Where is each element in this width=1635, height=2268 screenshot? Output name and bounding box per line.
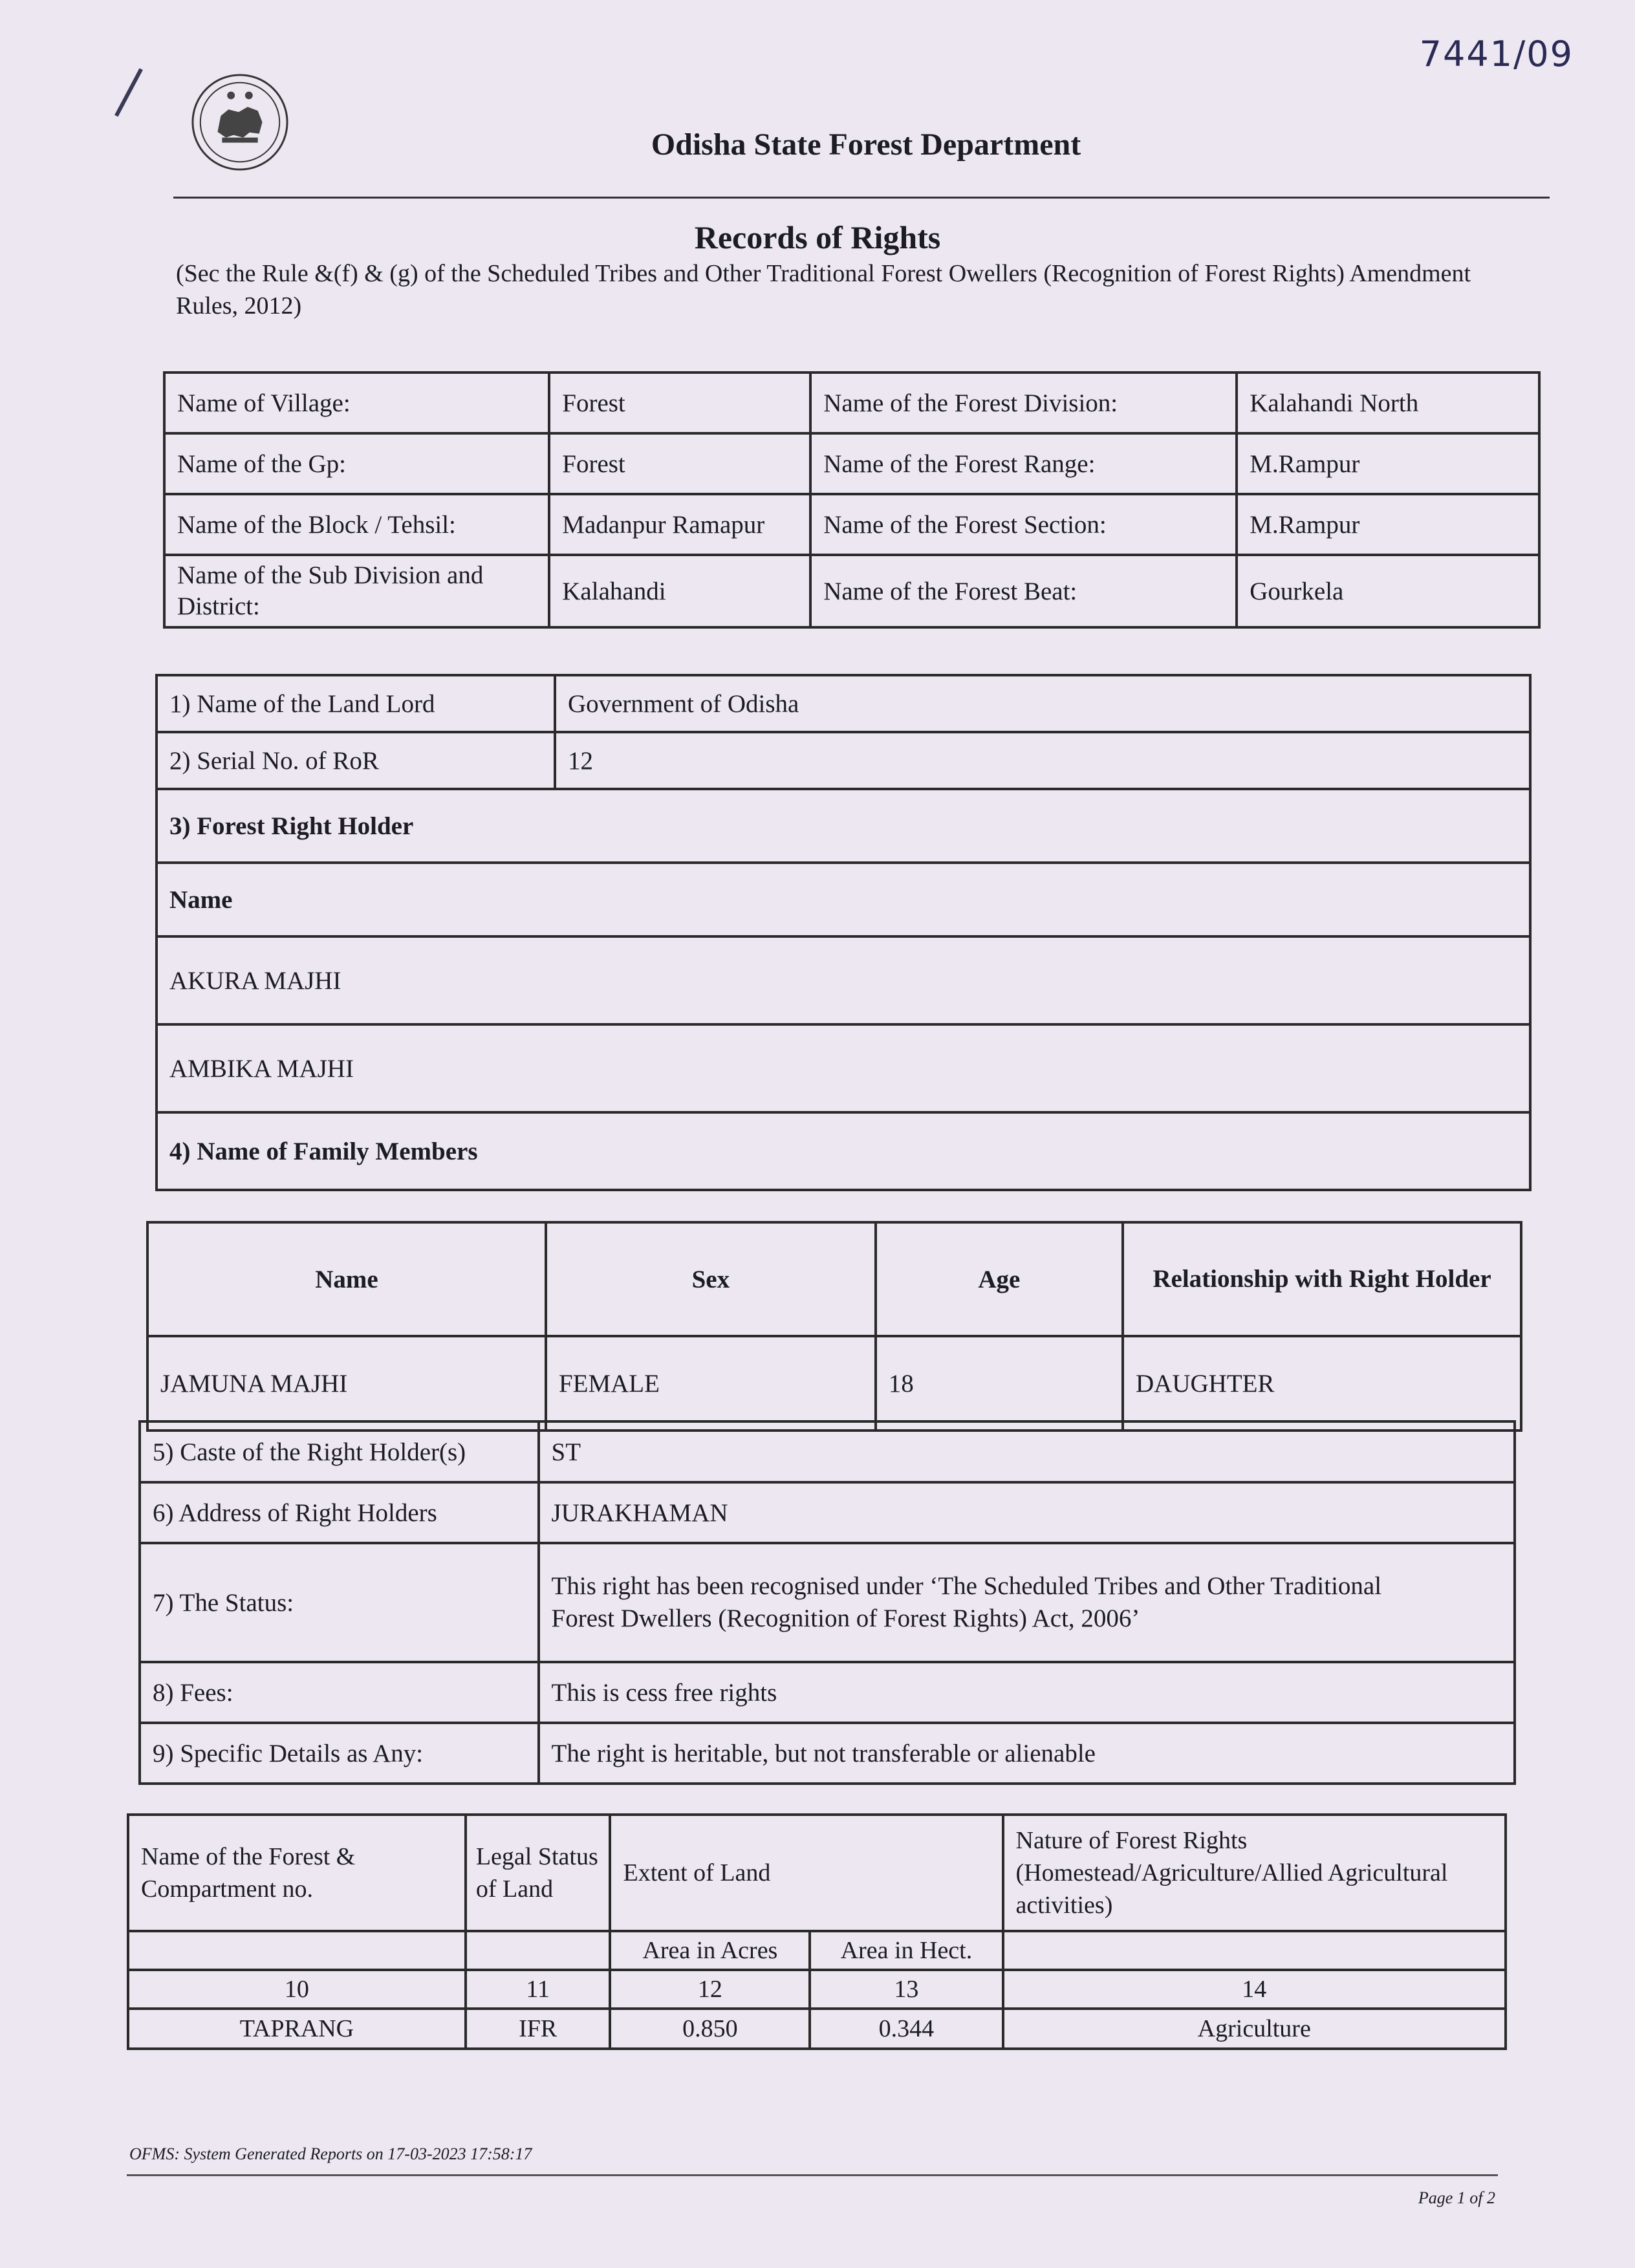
family-member-sex: FEMALE (546, 1336, 876, 1431)
system-generated-note: OFMS: System Generated Reports on 17-03-2023 17:58:17 (129, 2144, 532, 2163)
address-value: JURAKHAMAN (539, 1482, 1515, 1543)
legal-status-value: IFR (466, 2009, 611, 2049)
column-header-forest: Name of the Forest & Compartment no. (128, 1815, 466, 1931)
family-heading: 4) Name of Family Members (157, 1112, 1530, 1190)
specific-details-value: The right is heritable, but not transferable or alienable (539, 1723, 1515, 1784)
table-row (128, 1970, 1506, 2009)
footer-divider (127, 2174, 1498, 2176)
subdivision-label: Name of the Sub Division and District: (164, 555, 549, 627)
empty-cell (466, 1931, 611, 1970)
table-row (128, 2009, 1506, 2049)
section-value: M.Rampur (1237, 494, 1539, 555)
block-value: Madanpur Ramapur (549, 494, 810, 555)
table-row (140, 1662, 1515, 1723)
column-header-relationship: Relationship with Right Holder (1123, 1222, 1521, 1336)
table-row (157, 1024, 1530, 1112)
column-number: 12 (610, 1970, 810, 2009)
page-number: Page 1 of 2 (1418, 2188, 1495, 2207)
empty-cell (128, 1931, 466, 1970)
beat-label: Name of the Forest Beat: (810, 555, 1237, 627)
column-header-hectares: Area in Hect. (810, 1931, 1002, 1970)
handwritten-reference-number: 7441/09 (1419, 34, 1574, 74)
table-row (157, 789, 1530, 863)
pen-mark (114, 68, 143, 116)
document-subtitle: (Sec the Rule &(f) & (g) of the Scheduled Tribes and Other Traditional Forest Owellers (Recognition of Forest Rights) Amendment Rules, 2012) (176, 260, 1471, 319)
holder-name-heading: Name (157, 863, 1530, 936)
column-header-acres: Area in Acres (610, 1931, 810, 1970)
holder-name: AMBIKA MAJHI (157, 1024, 1530, 1112)
table-row (140, 1723, 1515, 1784)
right-details-table (138, 1420, 1516, 1785)
column-header-age: Age (876, 1222, 1123, 1336)
table-row (140, 1543, 1515, 1662)
division-label: Name of the Forest Division: (810, 373, 1237, 433)
department-name: Odisha State Forest Department (651, 127, 1081, 162)
document-title: Records of Rights (694, 219, 941, 255)
table-row (157, 675, 1530, 732)
table-row (157, 863, 1530, 936)
column-header-legal-status: Legal Status of Land (466, 1815, 611, 1931)
table-row (157, 936, 1530, 1024)
column-number: 14 (1003, 1970, 1506, 2009)
range-label: Name of the Forest Range: (810, 433, 1237, 494)
block-label: Name of the Block / Tehsil: (164, 494, 549, 555)
address-label: 6) Address of Right Holders (140, 1482, 539, 1543)
right-holder-table (155, 674, 1532, 1191)
village-value: Forest (549, 373, 810, 433)
family-member-age: 18 (876, 1336, 1123, 1431)
table-row (157, 732, 1530, 789)
gp-value: Forest (549, 433, 810, 494)
column-header-nature: Nature of Forest Rights (Homestead/Agriculture/Allied Agricultural activities) (1003, 1815, 1506, 1931)
column-header-extent: Extent of Land (610, 1815, 1002, 1931)
table-row (147, 1222, 1521, 1336)
status-value (539, 1543, 1515, 1662)
holder-name: AKURA MAJHI (157, 936, 1530, 1024)
division-value: Kalahandi North (1237, 373, 1539, 433)
table-row (140, 1421, 1515, 1482)
caste-value: ST (539, 1421, 1515, 1482)
table-row (128, 1931, 1506, 1970)
nature-of-rights-value: Agriculture (1003, 2009, 1506, 2049)
location-table (163, 371, 1541, 629)
status-text-line: Forest Dwellers (Recognition of Forest Rights) Act, 2006’ (551, 1604, 1140, 1632)
header-divider (173, 197, 1550, 199)
area-hectares-value: 0.344 (810, 2009, 1002, 2049)
table-row (164, 494, 1539, 555)
family-members-table (146, 1221, 1522, 1432)
section-label: Name of the Forest Section: (810, 494, 1237, 555)
beat-value: Gourkela (1237, 555, 1539, 627)
village-label: Name of Village: (164, 373, 549, 433)
status-label: 7) The Status: (140, 1543, 539, 1662)
table-row (164, 433, 1539, 494)
subdivision-value: Kalahandi (549, 555, 810, 627)
gp-label: Name of the Gp: (164, 433, 549, 494)
table-row (164, 373, 1539, 433)
serial-value: 12 (555, 732, 1530, 789)
landlord-label: 1) Name of the Land Lord (157, 675, 555, 732)
holder-heading: 3) Forest Right Holder (157, 789, 1530, 863)
table-row (140, 1482, 1515, 1543)
family-member-relationship: DAUGHTER (1123, 1336, 1521, 1431)
fees-label: 8) Fees: (140, 1662, 539, 1723)
landlord-value: Government of Odisha (555, 675, 1530, 732)
table-row (128, 1815, 1506, 1931)
column-number: 11 (466, 1970, 611, 2009)
column-header-name: Name (147, 1222, 546, 1336)
caste-label: 5) Caste of the Right Holder(s) (140, 1421, 539, 1482)
column-header-sex: Sex (546, 1222, 876, 1336)
status-text-line: This right has been recognised under ‘The Scheduled Tribes and Other Traditional (551, 1572, 1382, 1600)
column-number: 13 (810, 1970, 1002, 2009)
column-number: 10 (128, 1970, 466, 2009)
land-details-table (127, 1813, 1507, 2050)
area-acres-value: 0.850 (610, 2009, 810, 2049)
range-value: M.Rampur (1237, 433, 1539, 494)
forest-compartment-value: TAPRANG (128, 2009, 466, 2049)
table-row (147, 1336, 1521, 1431)
family-member-name: JAMUNA MAJHI (147, 1336, 546, 1431)
serial-label: 2) Serial No. of RoR (157, 732, 555, 789)
table-row (164, 555, 1539, 627)
fees-value: This is cess free rights (539, 1662, 1515, 1723)
empty-cell (1003, 1931, 1506, 1970)
specific-details-label: 9) Specific Details as Any: (140, 1723, 539, 1784)
table-row (157, 1112, 1530, 1190)
